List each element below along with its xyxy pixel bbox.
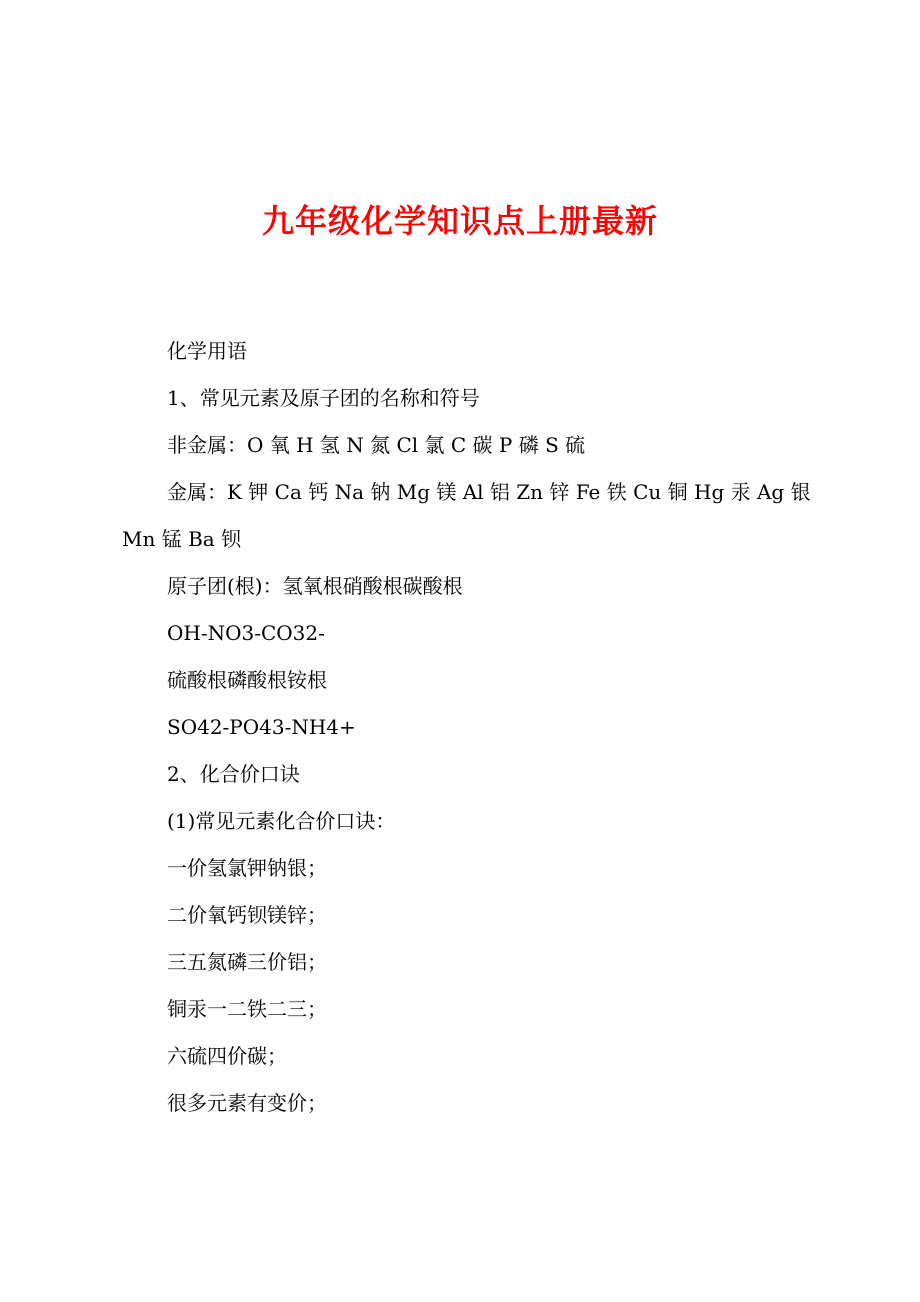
- nonmetal-list: 非金属：O 氧 H 氢 N 氮 Cl 氯 C 碳 P 磷 S 硫: [167, 433, 586, 457]
- valence-rhyme-line: 二价氧钙钡镁锌；: [167, 903, 327, 927]
- radical-names-line-1: 原子团(根)：氢氧根硝酸根碳酸根: [167, 574, 463, 598]
- valence-rhyme-line: 一价氢氯钾钠银；: [167, 856, 327, 880]
- valence-rhyme-line: 很多元素有变价；: [167, 1091, 327, 1115]
- valence-rhyme-line: 铜汞一二铁二三；: [167, 997, 327, 1021]
- metal-list: 金属：K 钾 Ca 钙 Na 钠 Mg 镁 Al 铝 Zn 锌 Fe 铁 Cu 铜 Hg 汞 Ag 银 Mn 锰 Ba 钡: [122, 480, 811, 551]
- valence-rhyme-intro: (1)常见元素化合价口诀：: [167, 809, 396, 833]
- radical-symbols-line-2: SO42-PO43-NH4+: [167, 715, 356, 739]
- radical-names-line-2: 硫酸根磷酸根铵根: [167, 668, 327, 692]
- radical-symbols-line-1: OH-NO3-CO32-: [167, 621, 325, 645]
- document-body: [122, 328, 812, 1127]
- document-title: 九年级化学知识点上册最新: [261, 202, 658, 240]
- subheading-valence-rhyme: 2、化合价口诀: [167, 762, 300, 786]
- section-heading-chemical-terms: 化学用语: [167, 339, 247, 363]
- subheading-elements-and-radicals: 1、常见元素及原子团的名称和符号: [167, 386, 480, 410]
- valence-rhyme-line: 六硫四价碳；: [167, 1044, 287, 1068]
- valence-rhyme-line: 三五氮磷三价铝；: [167, 950, 327, 974]
